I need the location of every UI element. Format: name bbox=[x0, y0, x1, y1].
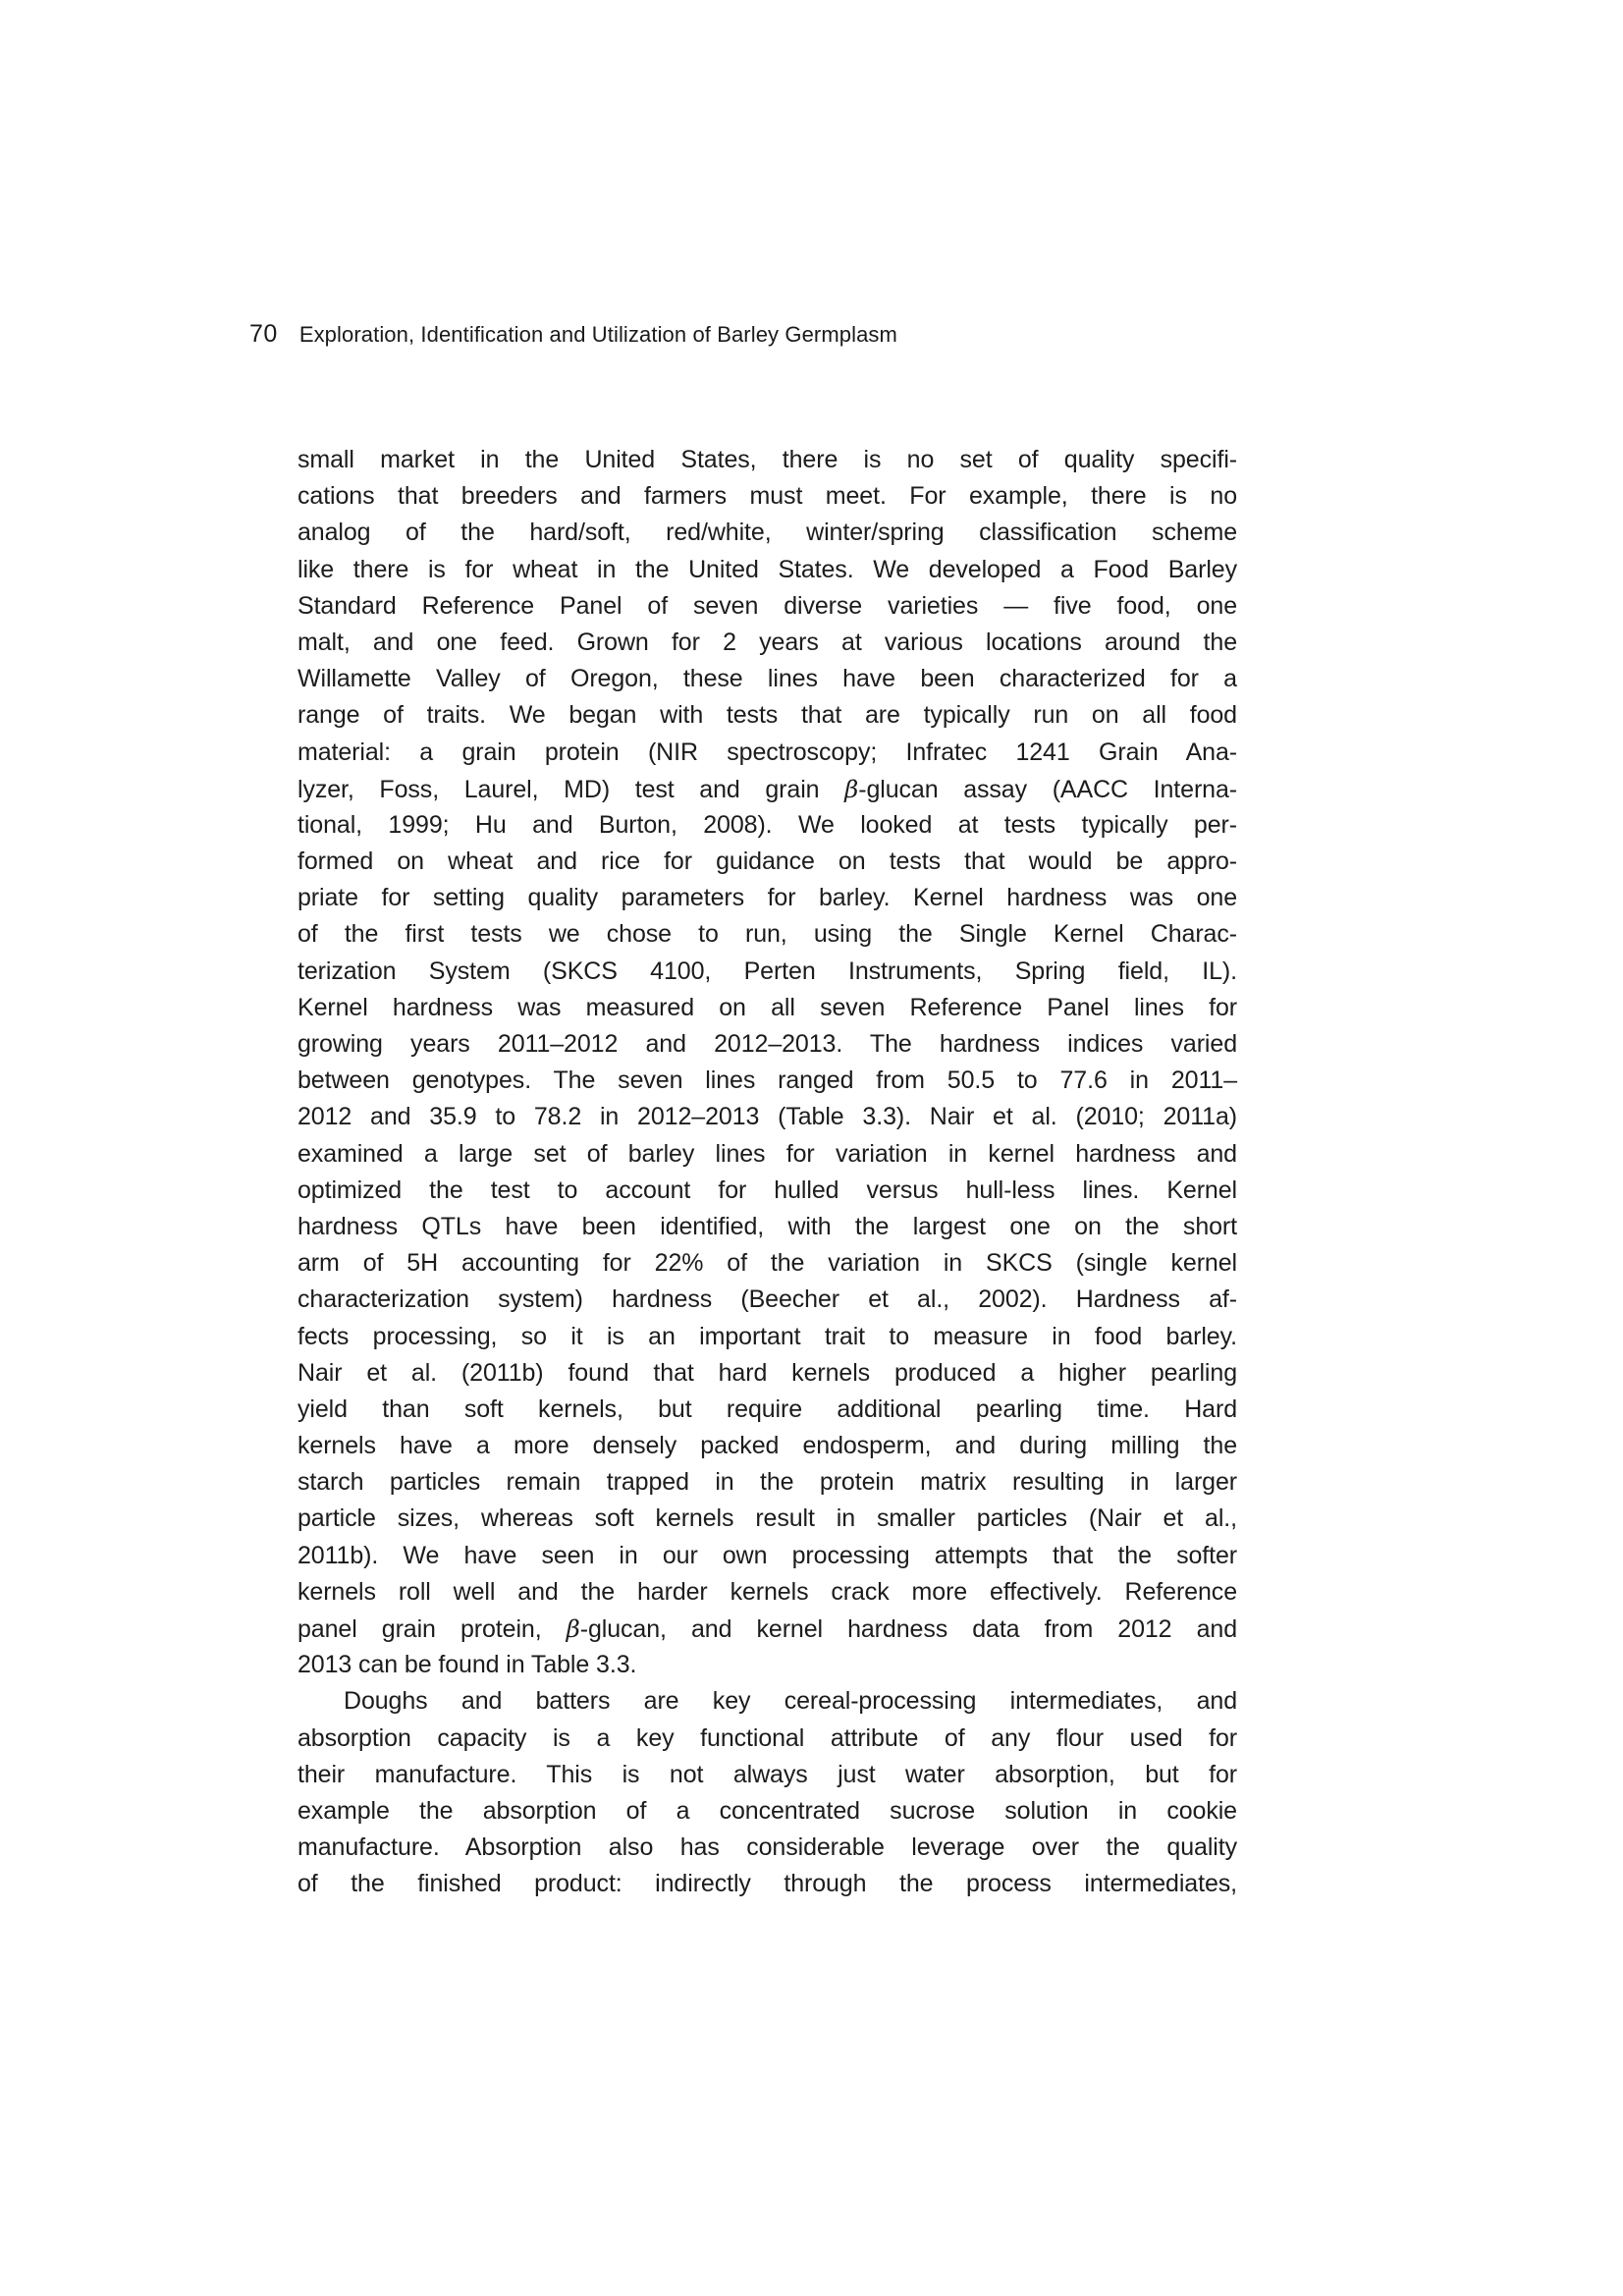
text-line: small market in the United States, there is no set of quality specifi- bbox=[298, 446, 1237, 473]
text-line: absorption capacity is a key functional attribute of any flour used for bbox=[298, 1723, 1237, 1752]
text-line: Willamette Valley of Oregon, these lines have been characterized for a bbox=[298, 665, 1237, 693]
text-line: optimized the test to account for hulled versus hull-less lines. Kernel bbox=[298, 1175, 1237, 1204]
text-line: material: a grain protein (NIR spectroscopy; Infratec 1241 Grain Ana- bbox=[298, 738, 1237, 766]
text-line: formed on wheat and rice for guidance on tests that would be appro- bbox=[298, 847, 1237, 876]
text-line: range of traits. We began with tests that are typically run on all food bbox=[298, 701, 1237, 730]
text-line: their manufacture. This is not always just water absorption, but for bbox=[298, 1760, 1237, 1788]
running-header bbox=[249, 320, 897, 349]
text-line: Standard Reference Panel of seven diverse varieties — five food, one bbox=[298, 591, 1237, 620]
text-line: manufacture. Absorption also has considerable leverage over the quality bbox=[298, 1833, 1237, 1862]
text-line: of the first tests we chose to run, using the Single Kernel Charac- bbox=[298, 920, 1237, 949]
text-line: 2012 and 35.9 to 78.2 in 2012–2013 (Table 3.3). Nair et al. (2010; 2011a) bbox=[298, 1103, 1237, 1131]
page-number: 70 bbox=[249, 320, 278, 348]
text-line: Kernel hardness was measured on all seven Reference Panel lines for bbox=[298, 993, 1237, 1021]
text-line: yield than soft kernels, but require additional pearling time. Hard bbox=[298, 1394, 1237, 1423]
text-line: like there is for wheat in the United States. We developed a Food Barley bbox=[298, 555, 1237, 583]
text-line: examined a large set of barley lines for variation in kernel hardness and bbox=[298, 1139, 1237, 1168]
text-line: fects processing, so it is an important trait to measure in food barley. bbox=[298, 1322, 1237, 1350]
text-line: Doughs and batters are key cereal-processing intermediates, and bbox=[344, 1687, 1237, 1716]
text-line: priate for setting quality parameters for barley. Kernel hardness was one bbox=[298, 884, 1237, 912]
text-line: arm of 5H accounting for 22% of the variation in SKCS (single kernel bbox=[298, 1249, 1237, 1278]
text-line: terization System (SKCS 4100, Perten Instruments, Spring field, IL). bbox=[298, 957, 1237, 985]
text-line: starch particles remain trapped in the protein matrix resulting in larger bbox=[298, 1468, 1237, 1497]
text-line: growing years 2011–2012 and 2012–2013. The hardness indices varied bbox=[298, 1030, 1237, 1058]
text-line: hardness QTLs have been identified, with the largest one on the short bbox=[298, 1212, 1237, 1240]
text-line: between genotypes. The seven lines ranged from 50.5 to 77.6 in 2011– bbox=[298, 1066, 1237, 1095]
text-line: 2013 can be found in Table 3.3. bbox=[298, 1651, 637, 1679]
text-line: example the absorption of a concentrated sucrose solution in cookie bbox=[298, 1796, 1237, 1825]
text-line: Nair et al. (2011b) found that hard kernels produced a higher pearling bbox=[298, 1358, 1237, 1387]
text-line: analog of the hard/soft, red/white, winter/spring classification scheme bbox=[298, 519, 1237, 547]
text-line: tional, 1999; Hu and Burton, 2008). We looked at tests typically per- bbox=[298, 810, 1237, 839]
text-line: characterization system) hardness (Beecher et al., 2002). Hardness af- bbox=[298, 1285, 1237, 1314]
running-title: Exploration, Identification and Utilization of Barley Germplasm bbox=[298, 322, 897, 347]
text-line: lyzer, Foss, Laurel, MD) test and grain β-glucan assay (AACC Interna- bbox=[298, 774, 1238, 803]
text-line: cations that breeders and farmers must meet. For example, there is no bbox=[298, 482, 1237, 511]
text-block bbox=[298, 442, 1237, 1903]
text-line: kernels roll well and the harder kernels crack more effectively. Reference bbox=[298, 1577, 1237, 1606]
text-line: particle sizes, whereas soft kernels result in smaller particles (Nair et al., bbox=[298, 1504, 1237, 1533]
text-line: kernels have a more densely packed endosperm, and during milling the bbox=[298, 1432, 1237, 1460]
text-line: of the finished product: indirectly through the process intermediates, bbox=[298, 1870, 1237, 1898]
text-line: malt, and one feed. Grown for 2 years at various locations around the bbox=[298, 628, 1237, 656]
text-line: panel grain protein, β-glucan, and kernel hardness data from 2012 and bbox=[298, 1614, 1237, 1643]
text-line: 2011b). We have seen in our own processing attempts that the softer bbox=[298, 1541, 1237, 1569]
